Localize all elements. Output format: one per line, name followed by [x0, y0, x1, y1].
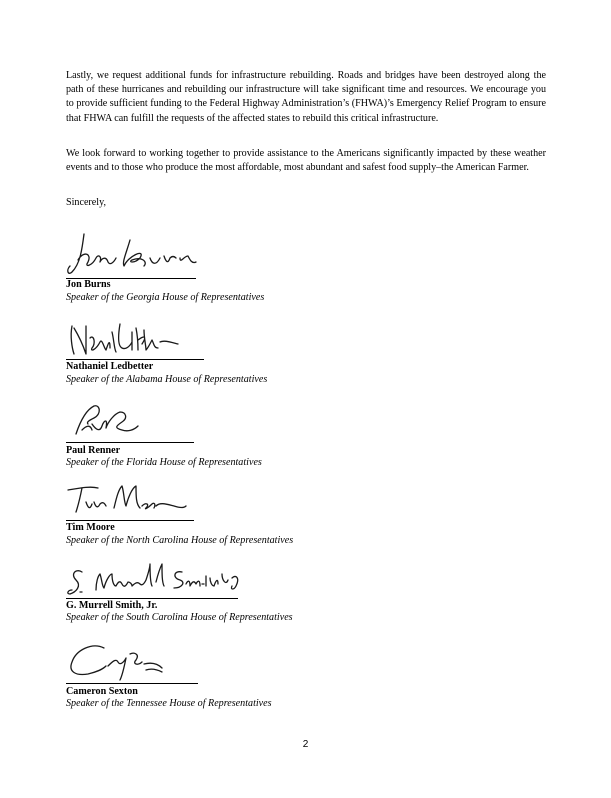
signature-line: [66, 442, 194, 443]
signatory-title: Speaker of the Tennessee House of Representatives: [66, 698, 272, 709]
handwritten-signature-cameron-sexton: [66, 636, 266, 688]
signatory-name: Nathaniel Ledbetter: [66, 361, 154, 372]
signatory-title: Speaker of the North Carolina House of Representatives: [66, 535, 294, 546]
page-number: 2: [302, 739, 309, 750]
signature-block-alabama: [66, 318, 326, 388]
signature-block-tennessee: [66, 636, 326, 714]
signature-block-north-carolina: [66, 478, 326, 548]
closing-salutation: Sincerely,: [66, 197, 106, 208]
signatory-name: G. Murrell Smith, Jr.: [66, 600, 158, 611]
signature-line: [66, 683, 198, 684]
signature-block-florida: [66, 400, 326, 470]
signatory-name: Tim Moore: [66, 522, 115, 533]
handwritten-signature-tim-moore: [66, 478, 266, 522]
signatory-name: Paul Renner: [66, 445, 121, 456]
signature-line: [66, 520, 194, 521]
handwritten-signature-murrell-smith: [66, 558, 266, 602]
signatory-name: Jon Burns: [66, 279, 111, 290]
handwritten-signature-jon-burns: [66, 226, 266, 280]
signature-line: [66, 598, 238, 599]
signatory-title: Speaker of the Florida House of Representatives: [66, 457, 262, 468]
signatory-title: Speaker of the Alabama House of Representatives: [66, 374, 268, 385]
signature-block-georgia: [66, 226, 326, 306]
handwritten-signature-paul-renner: [66, 400, 266, 444]
handwritten-signature-nathaniel-ledbetter: [66, 318, 266, 362]
paragraph-closing-thanks: We look forward to working together to provide assistance to the Americans significantly impacted by these weather events and to those who produce the most affordable, most abundant and safest food supply–the American Farmer.: [66, 148, 546, 174]
signatory-title: Speaker of the Georgia House of Representatives: [66, 292, 265, 303]
signatory-title: Speaker of the South Carolina House of Representatives: [66, 612, 293, 623]
signature-line: [66, 359, 204, 360]
paragraph-infrastructure: Lastly, we request additional funds for infrastructure rebuilding. Roads and bridges have been destroyed along the path of these hurricanes and rebuilding our infrastructure will take significant time and resources. We encourage you to provide sufficient funding to the Federal Highway Administration’s (FHWA)’s Emergency Relief Program to ensure that FHWA can fulfill the requests of the affected states to rebuild this critical infrastructure.: [66, 70, 546, 124]
signature-block-south-carolina: [66, 558, 326, 628]
signatory-name: Cameron Sexton: [66, 686, 138, 697]
